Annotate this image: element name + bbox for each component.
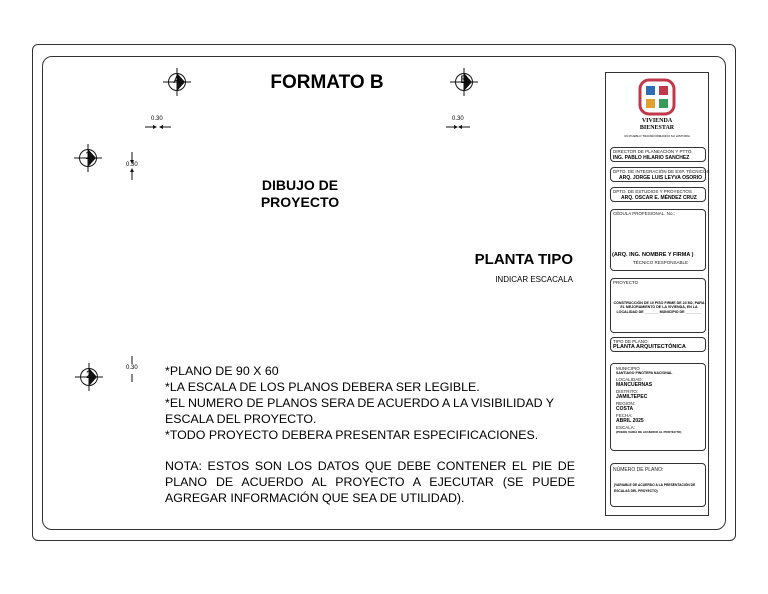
location-box [610,363,706,451]
axis-label-2: 2 [85,369,93,381]
dimension-label: 0.30 [126,365,138,371]
localidad-value: MANCUERNAS [616,382,653,388]
general-notes [165,363,575,443]
responsable-name: (ARQ. ING. NOMBRE Y FIRMA ) [612,252,694,258]
integracion-name: ARQ. JORGE LUIS LEYVA OSORIO [619,175,703,181]
brand-logo [638,78,676,116]
brand-name: VIVIENDA BIENESTAR [639,118,675,131]
dimension-label: 0.30 [126,162,138,168]
brand-tagline: UN PUEBLO TRANSFORMANDO SU HISTORIA [624,134,690,138]
municipio-value: SANTIAGO PINOTEPA NACIONAL [616,371,673,375]
view-title: PLANTA TIPO [474,251,573,268]
dimension-label: 0.30 [151,116,163,122]
axis-label-1: 1 [84,150,92,162]
distrito-label: DISTRITO: [616,389,639,394]
drawing-placeholder-label: DIBUJO DE PROYECTO [260,177,340,210]
note-line: *LA ESCALA DE LOS PLANOS DEBERA SER LEGIBLE. [165,380,480,394]
note-line: *EL NUMERO DE PLANOS SERA DE ACUERDO A LA VISIBILIDAD Y ESCALA DEL PROYECTO. [165,396,554,426]
estudios-label: DPTO. DE ESTUDIOS Y PROYECTOS [613,189,692,194]
distrito-value: JAMILTEPEC [616,394,648,400]
axis-label-b: B [460,74,468,86]
proyecto-label: PROYECTO [613,280,639,285]
proyecto-box [610,278,706,333]
director-box [610,147,706,162]
dimension-label: 0.30 [452,116,464,122]
numero-value: (VARIABLE DE ACUERDO A LA PRESENTACIÓN DE ESCALAS DEL PROYECTO) [614,483,696,493]
numero-label: NÚMERO DE PLANO: [613,467,664,473]
cedula-label: CÉDULA PROFESIONAL. No.: [613,211,676,216]
escala-label: ESCALA: [616,425,636,430]
municipio-label: MUNICIPIO [616,366,640,371]
note-line: *PLANO DE 90 X 60 [165,364,279,378]
scale-hint: INDICAR ESCACALA [495,275,573,284]
fecha-value: ABRIL 2025 [616,418,644,424]
director-label: DIRECTOR DE PLANEACIÓN Y PTTO. [613,149,693,154]
fecha-label: FECHA: [616,413,633,418]
estudios-name: ARQ. OSCAR E. MÉNDEZ CRUZ [621,195,697,201]
axis-label-a: A [173,74,181,86]
tipo-box [610,337,706,352]
escala-value: (PUEDE VARIA DE ACUERDO AL PROYECTO) [616,430,682,434]
localidad-label: LOCALIDAD: [616,377,643,382]
integracion-label: DPTO. DE INTEGRACIÓN DE EXP. TÉCNICOS [613,169,710,174]
responsable-box [610,209,706,271]
director-name: ING. PABLO HILARIO SANCHEZ [613,155,690,161]
region-value: COSTA [616,406,634,412]
note-line: *TODO PROYECTO DEBERA PRESENTAR ESPECIFICACIONES. [165,428,539,442]
tipo-value: PLANTA ARQUITECTÓNICA [613,344,686,350]
proyecto-text: CONSTRUCCIÓN DE 10 PISO FIRME DE 24 M2, PARA EL MEJORAMIENTO DE LA VIVIENDA, EN LA LOCALIDAD DE _______ MUNICIPIO DE ________ [613,301,705,314]
numero-box [610,463,706,507]
title-block [605,72,709,516]
footnote: NOTA: ESTOS SON LOS DATOS QUE DEBE CONTENER EL PIE DE PLANO DE ACUERDO AL PROYECTO A EJECUTAR (SE PUEDE AGREGAR INFORMACIÓN QUE SEA DE UTILIDAD). [165,459,575,505]
tipo-label: TIPO DE PLANO: [613,339,649,344]
region-label: REGION: [616,401,636,406]
estudios-box [610,187,706,202]
responsable-role: TÉCNICO RESPONSABLE [633,260,689,265]
sheet-title: FORMATO B [270,72,384,93]
integracion-box [610,167,710,182]
